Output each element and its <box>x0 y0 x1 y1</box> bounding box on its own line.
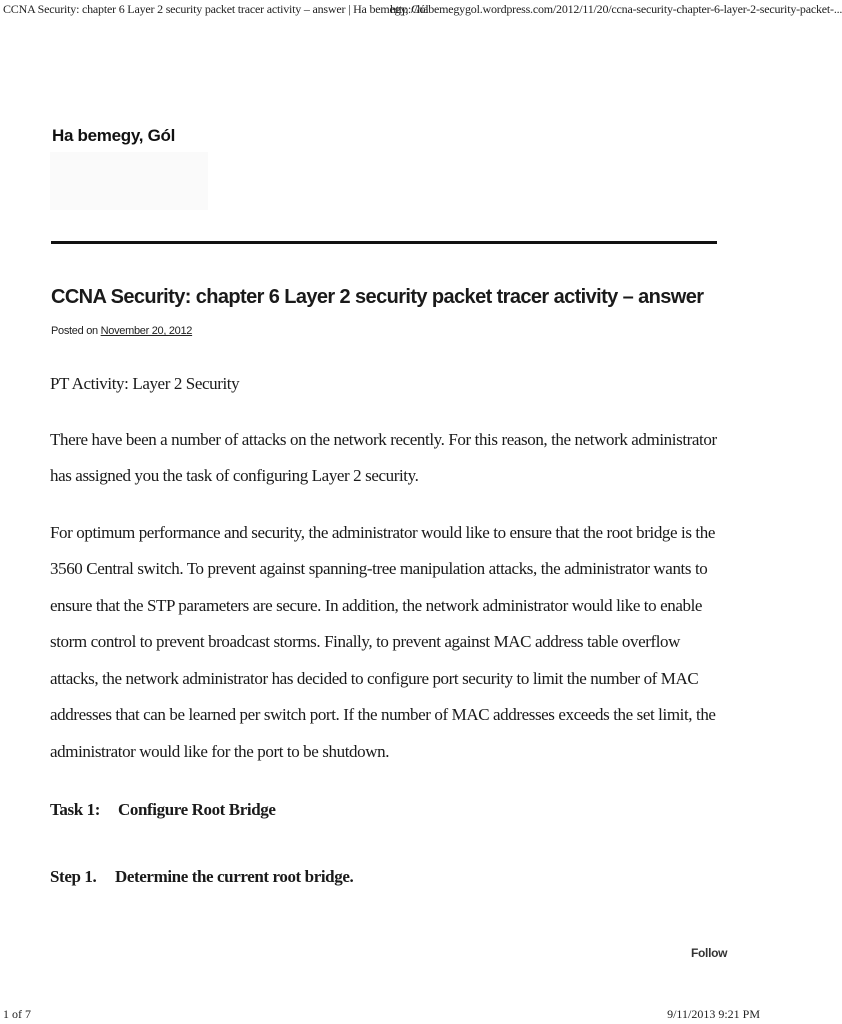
post-date-link[interactable]: November 20, 2012 <box>100 325 193 337</box>
step-text: Determine the current root bridge. <box>115 866 354 886</box>
post-meta <box>51 325 192 337</box>
requirements-paragraph: For optimum performance and security, the administrator would like to ensure that the root bridge is the 3560 Central switch. To prevent against spanning-tree manipulation attacks, the administrator wants to ensure that the STP parameters are secure. In addition, the network administrator would like to enable storm control to prevent broadcast storms. Finally, to prevent against MAC address table overflow attacks, the network administrator has decided to configure port security to limit the number of MAC addresses that can be learned per switch port. If the number of MAC addresses exceeds the set limit, the administrator would like for the port to be shutdown. <box>50 522 716 761</box>
intro-paragraph: There have been a number of attacks on the network recently. For this reason, the network administrator has assigned you the task of configuring Layer 2 security. <box>50 429 717 485</box>
step-heading <box>50 859 718 896</box>
print-footer <box>0 1004 768 1024</box>
site-title-link[interactable]: Ha bemegy, Gól <box>52 126 176 145</box>
step-label: Step 1. <box>50 866 97 886</box>
page-number: 1 of 7 <box>3 1007 31 1021</box>
header-image-placeholder <box>50 152 208 210</box>
activity-title: PT Activity: Layer 2 Security <box>50 374 240 393</box>
task-label: Task 1: <box>50 800 100 819</box>
header-divider <box>51 241 717 244</box>
post-title: CCNA Security: chapter 6 Layer 2 security packet tracer activity – answer <box>51 286 704 308</box>
follow-button[interactable]: Follow <box>691 946 728 960</box>
print-datetime: 9/11/2013 9:21 PM <box>667 1007 760 1021</box>
print-header-url: http://habemegygol.wordpress.com/2012/11/20/ccna-security-chapter-6-layer-2-security-packet-... <box>390 2 842 16</box>
print-header <box>0 0 842 18</box>
task-text: Configure Root Bridge <box>118 800 276 819</box>
post-content <box>50 366 718 895</box>
posted-on-label: Posted on <box>51 325 98 337</box>
print-header-title: CCNA Security: chapter 6 Layer 2 security packet tracer activity – answer | Ha bemegy, Gól <box>3 2 429 16</box>
task-heading <box>50 792 718 829</box>
